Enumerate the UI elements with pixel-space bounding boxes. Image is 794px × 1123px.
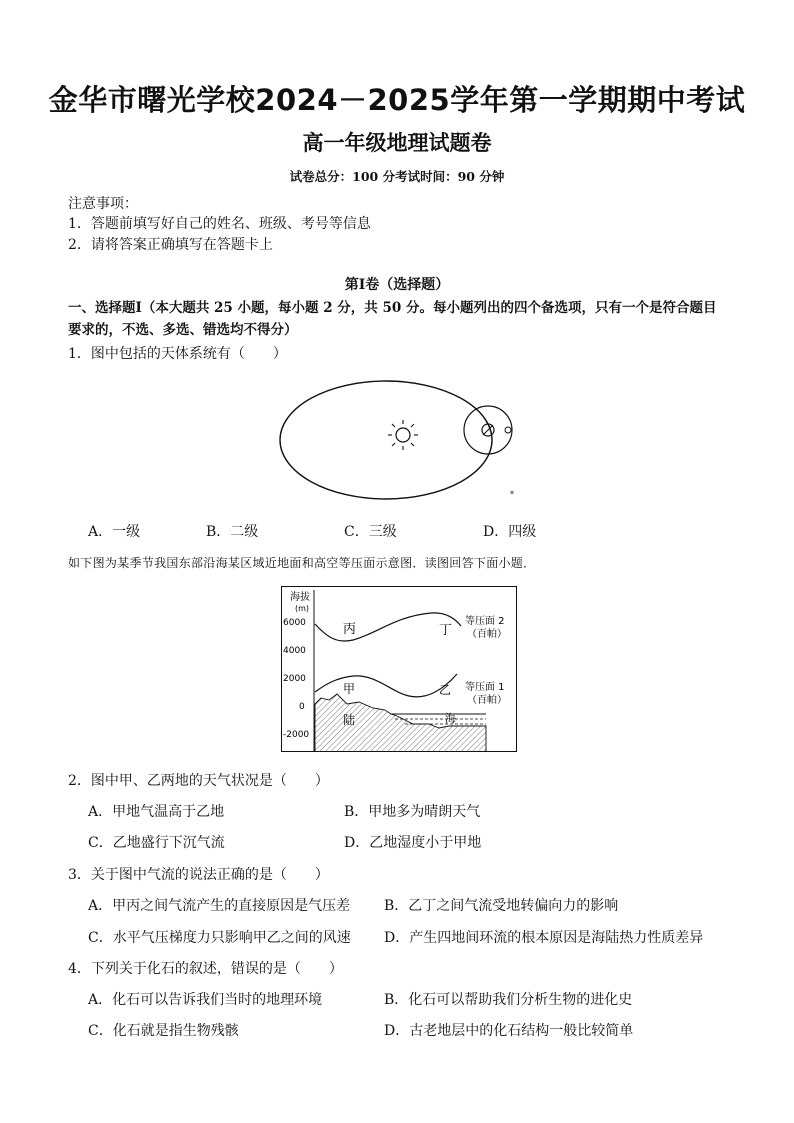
notice-item: 2．请将答案正确填写在答题卡上 xyxy=(68,237,273,253)
y-axis-unit: (m) xyxy=(295,604,310,613)
place-label-sea: 海 xyxy=(445,712,456,725)
question-stem: 1．图中包括的天体系统有（ ） xyxy=(68,346,287,362)
celestial-system-diagram xyxy=(276,378,526,508)
tick-label: 6000 xyxy=(283,618,306,628)
land-terrain xyxy=(315,694,486,752)
option: B．二级 xyxy=(206,524,259,540)
moon-icon xyxy=(505,427,511,433)
isobar-1-unit: （百帕） xyxy=(467,695,507,706)
option: D．乙地湿度小于甲地 xyxy=(344,835,482,851)
isobar-diagram xyxy=(281,586,517,752)
option: A．化石可以告诉我们当时的地理环境 xyxy=(88,992,323,1008)
option: C．三级 xyxy=(344,524,397,540)
section-title: 第Ⅰ卷（选择题） xyxy=(344,277,450,293)
tick-label: 4000 xyxy=(283,646,306,656)
place-label-yi: 乙 xyxy=(439,683,452,697)
option: D．四级 xyxy=(483,524,537,540)
section-instructions: 一、选择题Ⅰ（本大题共 25 小题，每小题 2 分，共 50 分。每小题列出的四个备选项，只有一个是符合题目 xyxy=(68,300,717,316)
exam-subtitle: 高一年级地理试题卷 xyxy=(302,131,492,155)
tick-label: 2000 xyxy=(283,674,306,684)
notice-item: 1．答题前填写好自己的姓名、班级、考号等信息 xyxy=(68,216,371,232)
isobar-lower xyxy=(315,674,457,697)
isobar-2-label: 等压面 2 xyxy=(465,616,505,627)
option: D．产生四地间环流的根本原因是海陆热力性质差异 xyxy=(384,930,704,946)
option: B．甲地多为晴朗天气 xyxy=(344,804,481,820)
exam-meta: 试卷总分：100 分考试时间：90 分钟 xyxy=(289,169,505,184)
option: C．水平气压梯度力只影响甲乙之间的风速 xyxy=(88,930,351,946)
section-instructions: 要求的，不选、多选、错选均不得分） xyxy=(68,322,298,338)
notice-heading: 注意事项： xyxy=(68,196,138,212)
tick-label: 0 xyxy=(299,702,305,712)
question-stem: 2．图中甲、乙两地的天气状况是（ ） xyxy=(68,773,329,789)
option: C．化石就是指生物残骸 xyxy=(88,1023,239,1039)
option: B．乙丁之间气流受地转偏向力的影响 xyxy=(384,898,619,914)
option: A．甲丙之间气流产生的直接原因是气压差 xyxy=(88,898,351,914)
earth-orbit-ellipse xyxy=(280,381,492,499)
option: C．乙地盛行下沉气流 xyxy=(88,835,225,851)
isobar-1-label: 等压面 1 xyxy=(465,682,505,693)
sun-icon xyxy=(388,420,418,450)
stray-mark: * xyxy=(510,490,514,499)
option: B．化石可以帮助我们分析生物的进化史 xyxy=(384,992,633,1008)
earth-icon xyxy=(482,424,494,436)
option: A．一级 xyxy=(88,524,141,540)
isobar-2-unit: （百帕） xyxy=(467,629,507,640)
passage-text: 如下图为某季节我国东部沿海某区域近地面和高空等压面示意图．读图回答下面小题． xyxy=(68,556,536,570)
question-stem: 3．关于图中气流的说法正确的是（ ） xyxy=(68,867,329,883)
option: D．古老地层中的化石结构一般比较简单 xyxy=(384,1023,634,1039)
place-label-bing: 丙 xyxy=(343,622,357,637)
tick-label: -2000 xyxy=(283,730,310,740)
option: A．甲地气温高于乙地 xyxy=(88,804,225,820)
y-axis-label: 海拔 xyxy=(290,592,310,603)
exam-title: 金华市曙光学校2024－2025学年第一学期期中考试 xyxy=(48,83,746,117)
place-label-ding: 丁 xyxy=(439,623,453,638)
place-label-land: 陆 xyxy=(343,713,356,727)
place-label-jia: 甲 xyxy=(343,682,356,696)
question-stem: 4．下列关于化石的叙述，错误的是（ ） xyxy=(68,961,343,977)
